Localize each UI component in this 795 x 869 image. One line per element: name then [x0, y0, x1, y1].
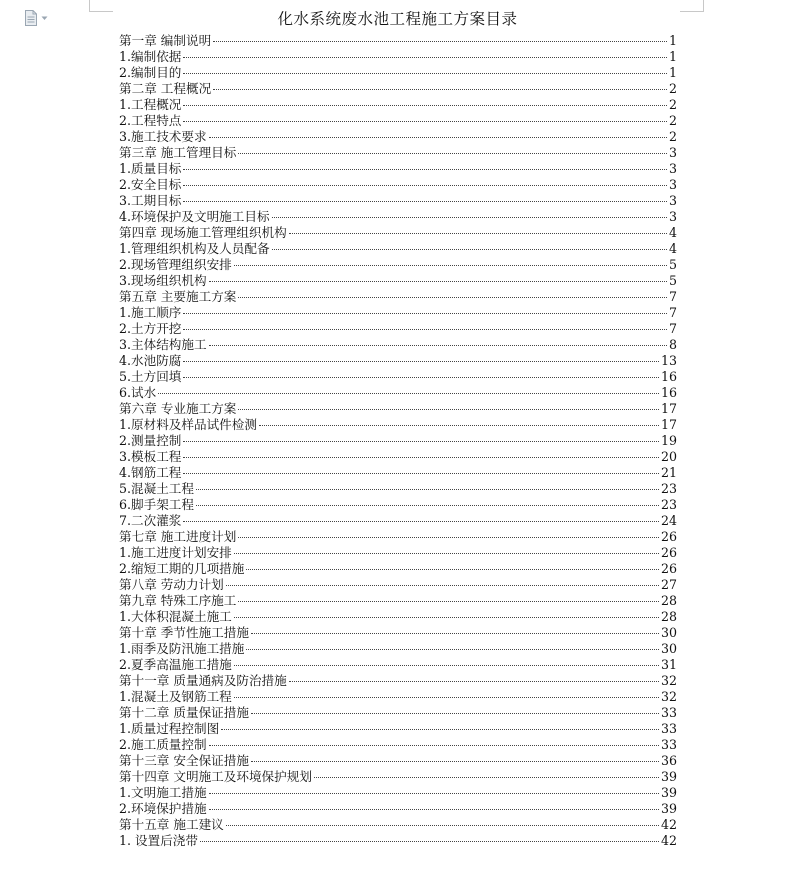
toc-entry-page-number: 1	[668, 49, 677, 64]
dot-leader	[250, 749, 660, 765]
dot-leader	[208, 733, 660, 749]
toc-entry-title: 1.雨季及防汛施工措施	[119, 641, 245, 656]
toc-entry-title: 7.二次灌浆	[119, 513, 182, 528]
dot-leader	[208, 797, 660, 813]
toc-entry-page-number: 7	[668, 289, 677, 304]
toc-entry-title: 2.编制目的	[119, 65, 182, 80]
toc-entry-page-number: 4	[668, 241, 677, 256]
toc-entry[interactable]	[119, 397, 677, 416]
toc-entry[interactable]	[119, 461, 677, 480]
dot-leader	[271, 237, 668, 253]
toc-entry[interactable]	[119, 45, 677, 64]
dot-leader	[182, 301, 668, 317]
dot-leader	[182, 429, 660, 445]
toc-entry[interactable]	[119, 301, 677, 320]
dot-leader	[195, 477, 660, 493]
toc-entry-title: 1.施工进度计划安排	[119, 545, 232, 560]
toc-entry-title: 第十四章 文明施工及环境保护规划	[119, 769, 312, 784]
toc-entry-title: 5.土方回填	[119, 369, 182, 384]
toc-entry[interactable]	[119, 109, 677, 128]
toc-entry-title: 1.大体积混凝土施工	[119, 609, 232, 624]
toc-entry-title: 4.水池防腐	[119, 353, 182, 368]
dot-leader	[208, 333, 668, 349]
dot-leader	[288, 221, 668, 237]
dot-leader	[245, 557, 660, 573]
toc-entry[interactable]	[119, 317, 677, 336]
dot-leader	[288, 669, 660, 685]
toc-entry-title: 1.质量目标	[119, 161, 182, 176]
dot-leader	[237, 397, 660, 413]
toc-entry-page-number: 16	[660, 385, 677, 400]
toc-entry-page-number: 24	[660, 513, 677, 528]
dot-leader	[258, 413, 660, 429]
toc-entry-title: 第三章 施工管理目标	[119, 145, 237, 160]
toc-entry-title: 第十章 季节性施工措施	[119, 625, 249, 640]
toc-entry-page-number: 42	[660, 833, 677, 848]
dot-leader	[271, 205, 668, 221]
dot-leader	[233, 605, 660, 621]
toc-entry[interactable]	[119, 333, 677, 352]
toc-entry-title: 1.施工顺序	[119, 305, 182, 320]
dot-leader	[195, 493, 660, 509]
toc-entry-title: 第十一章 质量通病及防治措施	[119, 673, 287, 688]
toc-entry[interactable]	[119, 429, 677, 448]
toc-entry-page-number: 42	[660, 817, 677, 832]
dot-leader	[208, 781, 660, 797]
toc-entry-page-number: 8	[668, 337, 677, 352]
toc-entry[interactable]	[119, 365, 677, 384]
toc-entry-page-number: 2	[668, 129, 677, 144]
toc-entry-page-number: 33	[660, 721, 677, 736]
dot-leader	[233, 685, 660, 701]
toc-entry-title: 2.测量控制	[119, 433, 182, 448]
toc-entry-page-number: 28	[660, 593, 677, 608]
toc-entry-title: 1.编制依据	[119, 49, 182, 64]
dot-leader	[182, 509, 660, 525]
dot-leader	[237, 141, 668, 157]
toc-entry-title: 第十五章 施工建议	[119, 817, 224, 832]
toc-entry-page-number: 2	[668, 113, 677, 128]
dot-leader	[225, 813, 660, 829]
dot-leader	[182, 349, 660, 365]
toc-entry[interactable]	[119, 189, 677, 208]
dot-leader	[313, 765, 660, 781]
toc-entry-page-number: 2	[668, 97, 677, 112]
dot-leader	[182, 317, 668, 333]
toc-entry-title: 3.主体结构施工	[119, 337, 207, 352]
toc-entry-page-number: 36	[660, 753, 677, 768]
toc-entry-title: 2.施工质量控制	[119, 737, 207, 752]
dot-leader	[233, 253, 668, 269]
toc-entry-page-number: 3	[668, 161, 677, 176]
toc-entry-page-number: 17	[660, 417, 677, 432]
toc-entry-page-number: 32	[660, 689, 677, 704]
toc-entry-title: 第九章 特殊工序施工	[119, 593, 237, 608]
toc-entry-page-number: 28	[660, 609, 677, 624]
toc-entry-page-number: 3	[668, 209, 677, 224]
toc-entry-page-number: 7	[668, 321, 677, 336]
dot-leader	[245, 637, 660, 653]
dot-leader	[212, 29, 668, 45]
toc-entry-page-number: 26	[660, 529, 677, 544]
dot-leader	[157, 381, 660, 397]
toc-entry-title: 6.脚手架工程	[119, 497, 194, 512]
dot-leader	[182, 109, 668, 125]
toc-entry[interactable]	[119, 29, 677, 48]
dot-leader	[233, 653, 660, 669]
toc-entry-page-number: 39	[660, 785, 677, 800]
document-title: 化水系统废水池工程施工方案目录	[277, 10, 518, 28]
toc-entry-title: 第八章 劳动力计划	[119, 577, 224, 592]
dot-leader	[182, 45, 668, 61]
toc-entry-title: 2.缩短工期的几项措施	[119, 561, 245, 576]
toc-entry[interactable]	[119, 381, 677, 400]
toc-entry-page-number: 3	[668, 177, 677, 192]
toc-entry-page-number: 27	[660, 577, 677, 592]
toc-entry-page-number: 19	[660, 433, 677, 448]
toc-entry[interactable]	[119, 477, 677, 496]
dot-leader	[212, 77, 668, 93]
toc-entry-page-number: 20	[660, 449, 677, 464]
toc-entry-title: 1. 设置后浇带	[119, 833, 198, 848]
toc-entry-page-number: 5	[668, 273, 677, 288]
toc-entry-page-number: 39	[660, 769, 677, 784]
toc-entry[interactable]	[119, 157, 677, 176]
toc-entry[interactable]	[119, 173, 677, 192]
toc-entry[interactable]	[119, 445, 677, 464]
toc-entry-title: 1.工程概况	[119, 97, 182, 112]
toc-entry-title: 4.钢筋工程	[119, 465, 182, 480]
toc-entry[interactable]	[119, 525, 677, 544]
toc-entry-page-number: 31	[660, 657, 677, 672]
toc-entry-page-number: 33	[660, 705, 677, 720]
toc-entry-page-number: 3	[668, 193, 677, 208]
dot-leader	[182, 93, 668, 109]
dot-leader	[250, 621, 660, 637]
toc-entry-title: 1.管理组织机构及人员配备	[119, 241, 270, 256]
toc-entry-title: 第四章 现场施工管理组织机构	[119, 225, 287, 240]
toc-entry-page-number: 1	[668, 65, 677, 80]
toc-entry-title: 1.文明施工措施	[119, 785, 207, 800]
toc-entry-page-number: 23	[660, 497, 677, 512]
toc-entry-page-number: 21	[660, 465, 677, 480]
toc-entry-page-number: 39	[660, 801, 677, 816]
toc-entry[interactable]	[119, 125, 677, 144]
toc-entry-page-number: 13	[660, 353, 677, 368]
toc-entry-page-number: 33	[660, 737, 677, 752]
toc-entry[interactable]	[119, 205, 677, 224]
dot-leader	[237, 525, 660, 541]
table-of-contents	[119, 29, 677, 848]
toc-entry-title: 3.模板工程	[119, 449, 182, 464]
toc-entry[interactable]	[119, 829, 677, 848]
toc-entry[interactable]	[119, 509, 677, 528]
dot-leader	[182, 61, 668, 77]
toc-entry-title: 第二章 工程概况	[119, 81, 212, 96]
toc-entry-page-number: 26	[660, 561, 677, 576]
toc-entry-title: 第七章 施工进度计划	[119, 529, 237, 544]
toc-entry-title: 3.工期目标	[119, 193, 182, 208]
dot-leader	[237, 589, 660, 605]
dot-leader	[233, 541, 660, 557]
toc-entry-title: 1.质量过程控制图	[119, 721, 220, 736]
toc-entry-page-number: 26	[660, 545, 677, 560]
toc-entry-title: 第十二章 质量保证措施	[119, 705, 249, 720]
toc-entry[interactable]	[119, 493, 677, 512]
toc-entry[interactable]	[119, 77, 677, 96]
toc-entry[interactable]	[119, 93, 677, 112]
toc-entry-page-number: 3	[668, 145, 677, 160]
toc-entry-page-number: 32	[660, 673, 677, 688]
dot-leader	[182, 189, 668, 205]
toc-entry[interactable]	[119, 349, 677, 368]
dot-leader	[225, 573, 660, 589]
dot-leader	[182, 461, 660, 477]
toc-entry-title: 第五章 主要施工方案	[119, 289, 237, 304]
toc-entry-title: 第十三章 安全保证措施	[119, 753, 249, 768]
dot-leader	[182, 365, 660, 381]
toc-entry[interactable]	[119, 61, 677, 80]
toc-entry-title: 第一章 编制说明	[119, 33, 212, 48]
toc-entry-title: 3.现场组织机构	[119, 273, 207, 288]
dot-leader	[182, 445, 660, 461]
toc-entry-title: 5.混凝土工程	[119, 481, 194, 496]
toc-entry-title: 2.夏季高温施工措施	[119, 657, 232, 672]
toc-entry-title: 6.试水	[119, 385, 157, 400]
toc-entry-page-number: 30	[660, 641, 677, 656]
toc-entry-page-number: 4	[668, 225, 677, 240]
toc-entry-title: 2.土方开挖	[119, 321, 182, 336]
dot-leader	[199, 829, 660, 845]
toc-entry-title: 2.现场管理组织安排	[119, 257, 232, 272]
toc-entry-page-number: 7	[668, 305, 677, 320]
dot-leader	[220, 717, 660, 733]
toc-entry-title: 2.安全目标	[119, 177, 182, 192]
toc-entry-title: 3.施工技术要求	[119, 129, 207, 144]
toc-entry-page-number: 1	[668, 33, 677, 48]
toc-entry-page-number: 17	[660, 401, 677, 416]
toc-entry-title: 1.混凝土及钢筋工程	[119, 689, 232, 704]
toc-entry-title: 2.工程特点	[119, 113, 182, 128]
dot-leader	[237, 285, 668, 301]
toc-entry-page-number: 16	[660, 369, 677, 384]
toc-entry-title: 4.环境保护及文明施工目标	[119, 209, 270, 224]
toc-entry-title: 第六章 专业施工方案	[119, 401, 237, 416]
toc-entry-page-number: 2	[668, 81, 677, 96]
dot-leader	[250, 701, 660, 717]
dot-leader	[182, 157, 668, 173]
toc-entry-page-number: 5	[668, 257, 677, 272]
toc-entry-page-number: 23	[660, 481, 677, 496]
toc-entry-title: 2.环境保护措施	[119, 801, 207, 816]
dot-leader	[208, 269, 668, 285]
toc-entry-page-number: 30	[660, 625, 677, 640]
dot-leader	[208, 125, 668, 141]
dot-leader	[182, 173, 668, 189]
toc-entry-title: 1.原材料及样品试件检测	[119, 417, 257, 432]
